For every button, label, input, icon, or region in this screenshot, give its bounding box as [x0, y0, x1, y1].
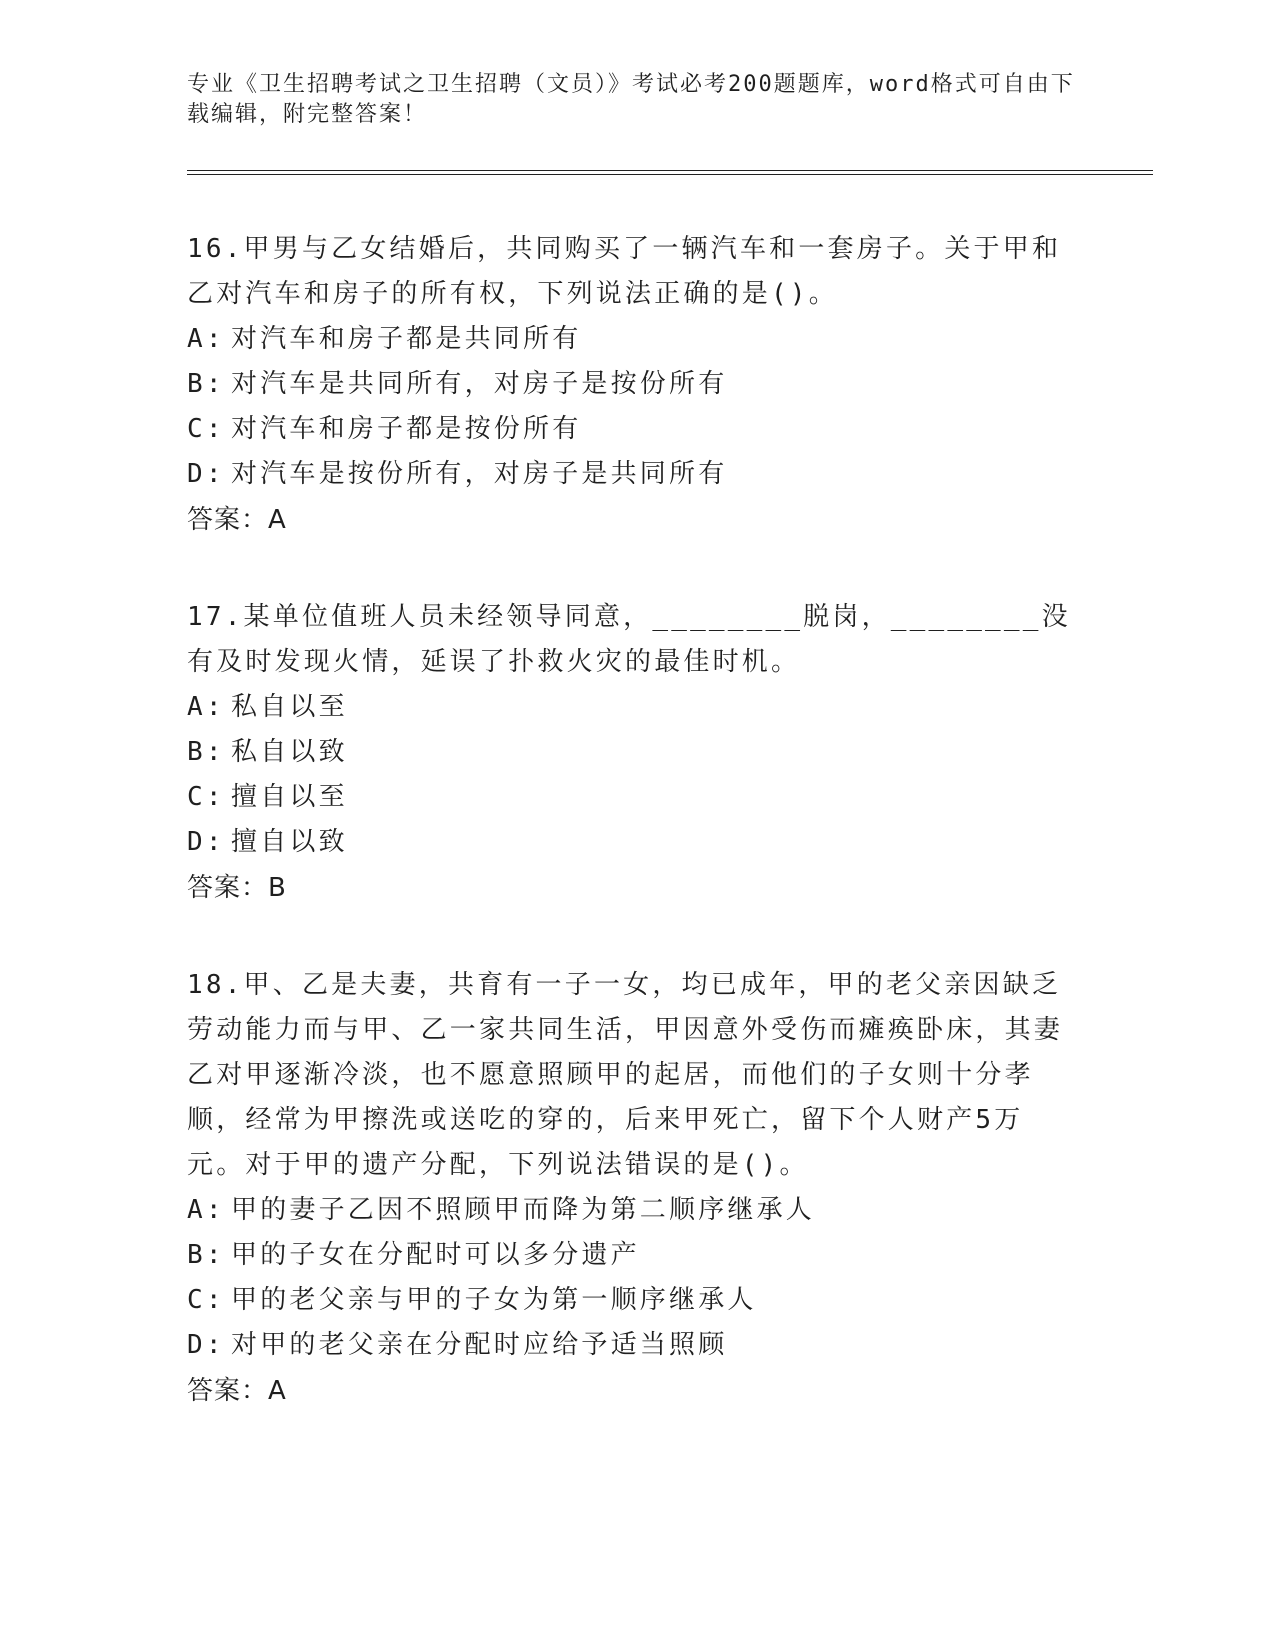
option-letter: B: [187, 1240, 225, 1270]
question-stem: 16.甲男与乙女结婚后，共同购买了一辆汽车和一套房子。关于甲和乙对汽车和房子的所有权，下列说法正确的是()。 [187, 234, 1062, 309]
option-letter: A: [187, 692, 225, 722]
answer-label: 答案： [187, 873, 269, 903]
option-d [187, 820, 1077, 865]
option-letter: B: [187, 737, 225, 767]
option-text: 擅自以致 [231, 827, 348, 857]
option-text: 私自以致 [231, 737, 348, 767]
option-b [187, 362, 1077, 407]
option-text: 对汽车和房子都是按份所有 [231, 414, 582, 444]
option-a [187, 1188, 1077, 1233]
question-18 [187, 963, 1077, 1414]
question-16 [187, 227, 1077, 543]
option-d [187, 452, 1077, 497]
option-letter: D: [187, 827, 225, 857]
option-b [187, 730, 1077, 775]
question-stem: 18.甲、乙是夫妻，共育有一子一女，均已成年，甲的老父亲因缺乏劳动能力而与甲、乙一家共同生活，甲因意外受伤而瘫痪卧床，其妻乙对甲逐渐冷淡，也不愿意照顾甲的起居，而他们的子女则十分孝顺，经常为甲擦洗或送吃的穿的，后来甲死亡，留下个人财产5万元。对于甲的遗产分配，下列说法错误的是()。 [187, 970, 1064, 1180]
document-header: 专业《卫生招聘考试之卫生招聘（文员）》考试必考200题题库，word格式可自由下载编辑，附完整答案！ [187, 72, 1075, 127]
option-a [187, 317, 1077, 362]
answer-value: A [268, 1376, 287, 1406]
option-text: 甲的子女在分配时可以多分遗产 [231, 1240, 640, 1270]
option-c [187, 775, 1077, 820]
option-letter: C: [187, 782, 225, 812]
answer-line [187, 1368, 1077, 1414]
option-letter: C: [187, 414, 225, 444]
option-letter: D: [187, 1330, 225, 1360]
option-text: 擅自以至 [231, 782, 348, 812]
option-letter: B: [187, 369, 225, 399]
option-letter: C: [187, 1285, 225, 1315]
answer-value: A [268, 505, 287, 535]
option-c [187, 1278, 1077, 1323]
option-letter: A: [187, 1195, 225, 1225]
option-text: 对汽车是按份所有，对房子是共同所有 [231, 459, 728, 489]
option-letter: D: [187, 459, 225, 489]
option-letter: A: [187, 324, 225, 354]
question-stem: 17.某单位值班人员未经领导同意，________脱岗，________没有及时发现火情，延误了扑救火灾的最佳时机。 [187, 602, 1071, 677]
answer-line [187, 497, 1077, 543]
document-page [187, 70, 1077, 1414]
option-c [187, 407, 1077, 452]
option-text: 私自以至 [231, 692, 348, 722]
option-text: 对汽车和房子都是共同所有 [231, 324, 582, 354]
question-17 [187, 595, 1077, 911]
option-text: 甲的妻子乙因不照顾甲而降为第二顺序继承人 [231, 1195, 816, 1225]
header-divider [187, 170, 1153, 175]
option-text: 对汽车是共同所有，对房子是按份所有 [231, 369, 728, 399]
answer-line [187, 865, 1077, 911]
option-a [187, 685, 1077, 730]
answer-value: B [268, 873, 287, 903]
option-text: 对甲的老父亲在分配时应给予适当照顾 [231, 1330, 728, 1360]
answer-label: 答案： [187, 505, 269, 535]
option-text: 甲的老父亲与甲的子女为第一顺序继承人 [231, 1285, 757, 1315]
option-b [187, 1233, 1077, 1278]
option-d [187, 1323, 1077, 1368]
answer-label: 答案： [187, 1376, 269, 1406]
